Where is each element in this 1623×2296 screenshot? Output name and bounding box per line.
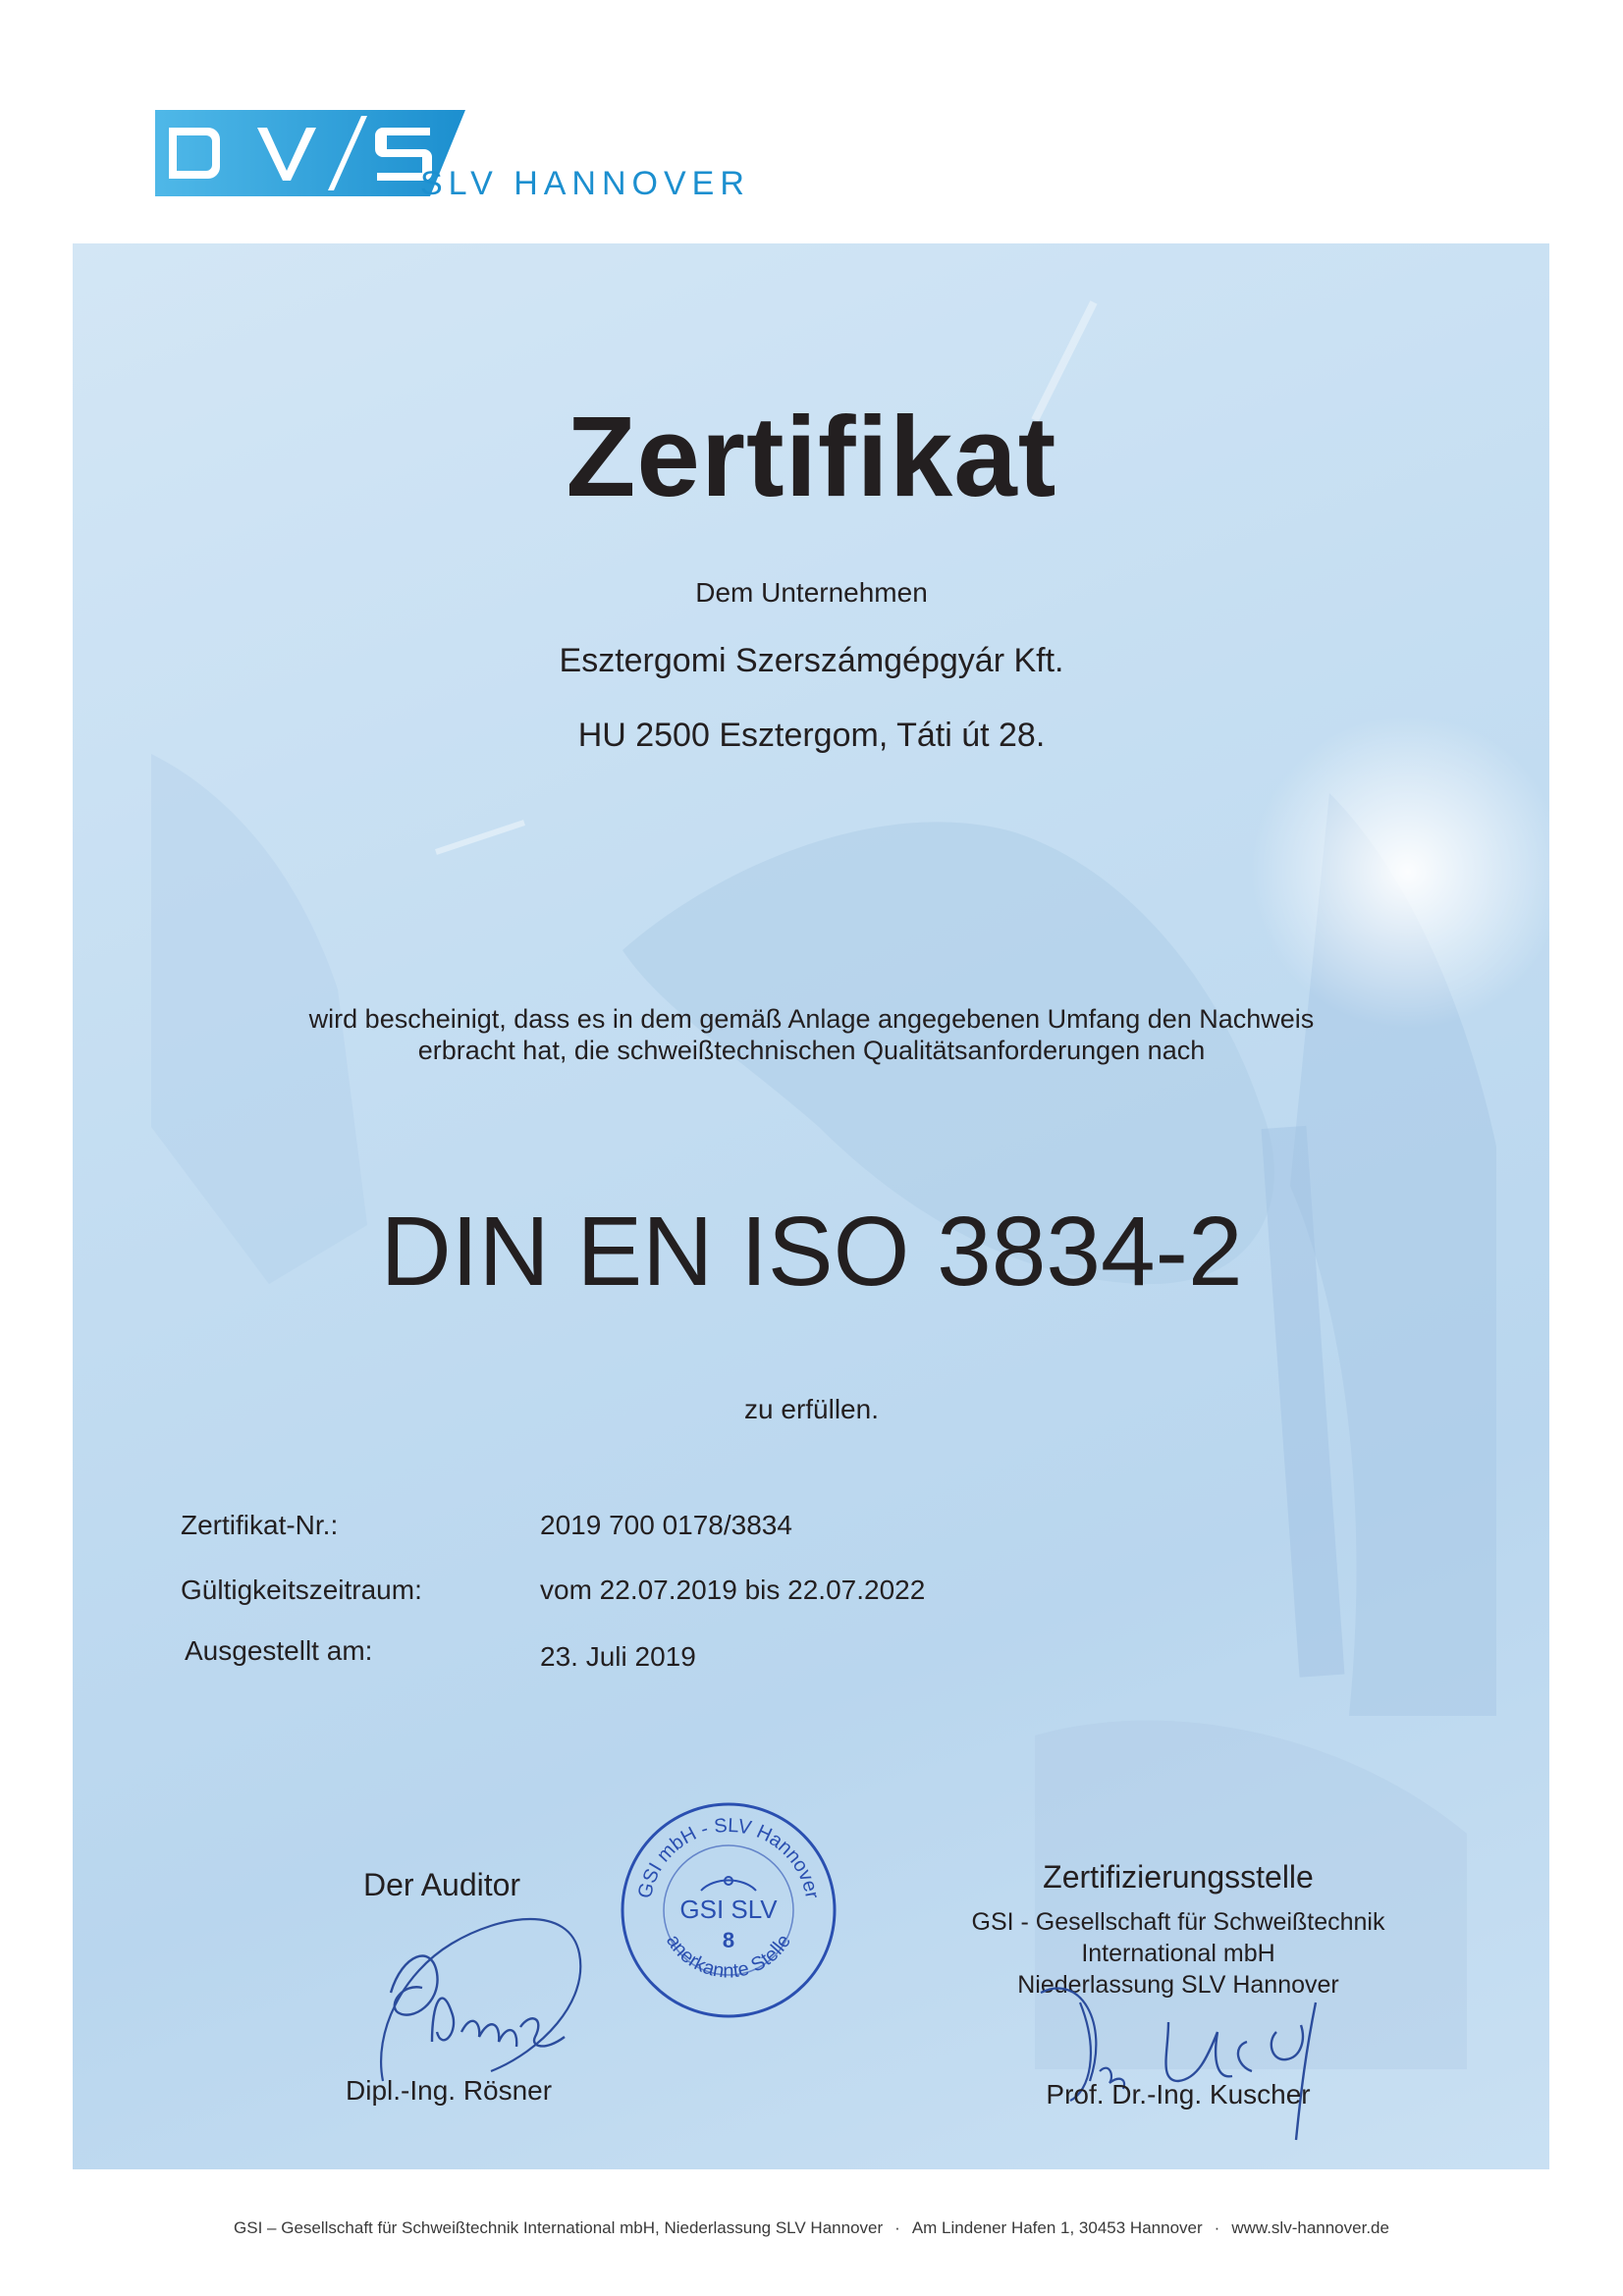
validity-value: vom 22.07.2019 bis 22.07.2022 (540, 1575, 926, 1605)
statement-line-1: wird bescheinigt, dass es in dem gemäß Anlage angegebenen Umfang den Nachweis (308, 1004, 1315, 1034)
certifier-name: Prof. Dr.-Ing. Kuscher (1046, 2079, 1311, 2109)
company-name: Esztergomi Szerszámgépgyár Kft. (559, 642, 1064, 679)
footer-org: GSI – Gesellschaft für Schweißtechnik International mbH, Niederlassung SLV Hannover (234, 2218, 884, 2237)
stamp-center-text: GSI SLV (679, 1895, 778, 1924)
certifier-org-line-3: Niederlassung SLV Hannover (1017, 1971, 1339, 1999)
footer-separator: · (894, 2218, 900, 2237)
signature-icon (1021, 1963, 1375, 2160)
certifier-org-line-2: International mbH (1081, 1940, 1275, 1967)
footer-separator: · (1214, 2218, 1220, 2237)
certifier-org-line-1: GSI - Gesellschaft für Schweißtechnik (971, 1908, 1385, 1936)
footer-website[interactable]: www.slv-hannover.de (1231, 2218, 1389, 2237)
closing-text: zu erfüllen. (744, 1394, 879, 1424)
signature-icon (344, 1885, 609, 2091)
certificate-number-value: 2019 700 0178/3834 (540, 1510, 792, 1540)
issued-value: 23. Juli 2019 (540, 1641, 696, 1672)
dvs-logo-icon (155, 110, 465, 196)
stamp-bottom-text: anerkannte Stelle (661, 1931, 796, 1983)
issued-label: Ausgestellt am: (185, 1635, 373, 1666)
certificate-title: Zertifikat (566, 393, 1057, 520)
org-name: SLV HANNOVER (420, 165, 750, 202)
company-address: HU 2500 Esztergom, Táti út 28. (577, 717, 1046, 754)
standard-name: DIN EN ISO 3834-2 (380, 1197, 1243, 1307)
certificate-number-label: Zertifikat-Nr.: (181, 1510, 339, 1540)
intro-text: Dem Unternehmen (695, 577, 928, 608)
footer (0, 2218, 1623, 2238)
stamp-icon (611, 1792, 846, 2028)
auditor-title: Der Auditor (363, 1867, 521, 1902)
certifier-title: Zertifizierungsstelle (1043, 1859, 1314, 1895)
footer-address: Am Lindener Hafen 1, 30453 Hannover (911, 2218, 1203, 2237)
auditor-name: Dipl.-Ing. Rösner (346, 2075, 553, 2106)
stamp-number: 8 (722, 1928, 735, 1952)
statement-line-2: erbracht hat, die schweißtechnischen Qualitätsanforderungen nach (417, 1036, 1206, 1065)
stamp-top-text: GSI mbH - SLV Hannover (633, 1814, 824, 1901)
validity-label: Gültigkeitszeitraum: (181, 1575, 422, 1605)
